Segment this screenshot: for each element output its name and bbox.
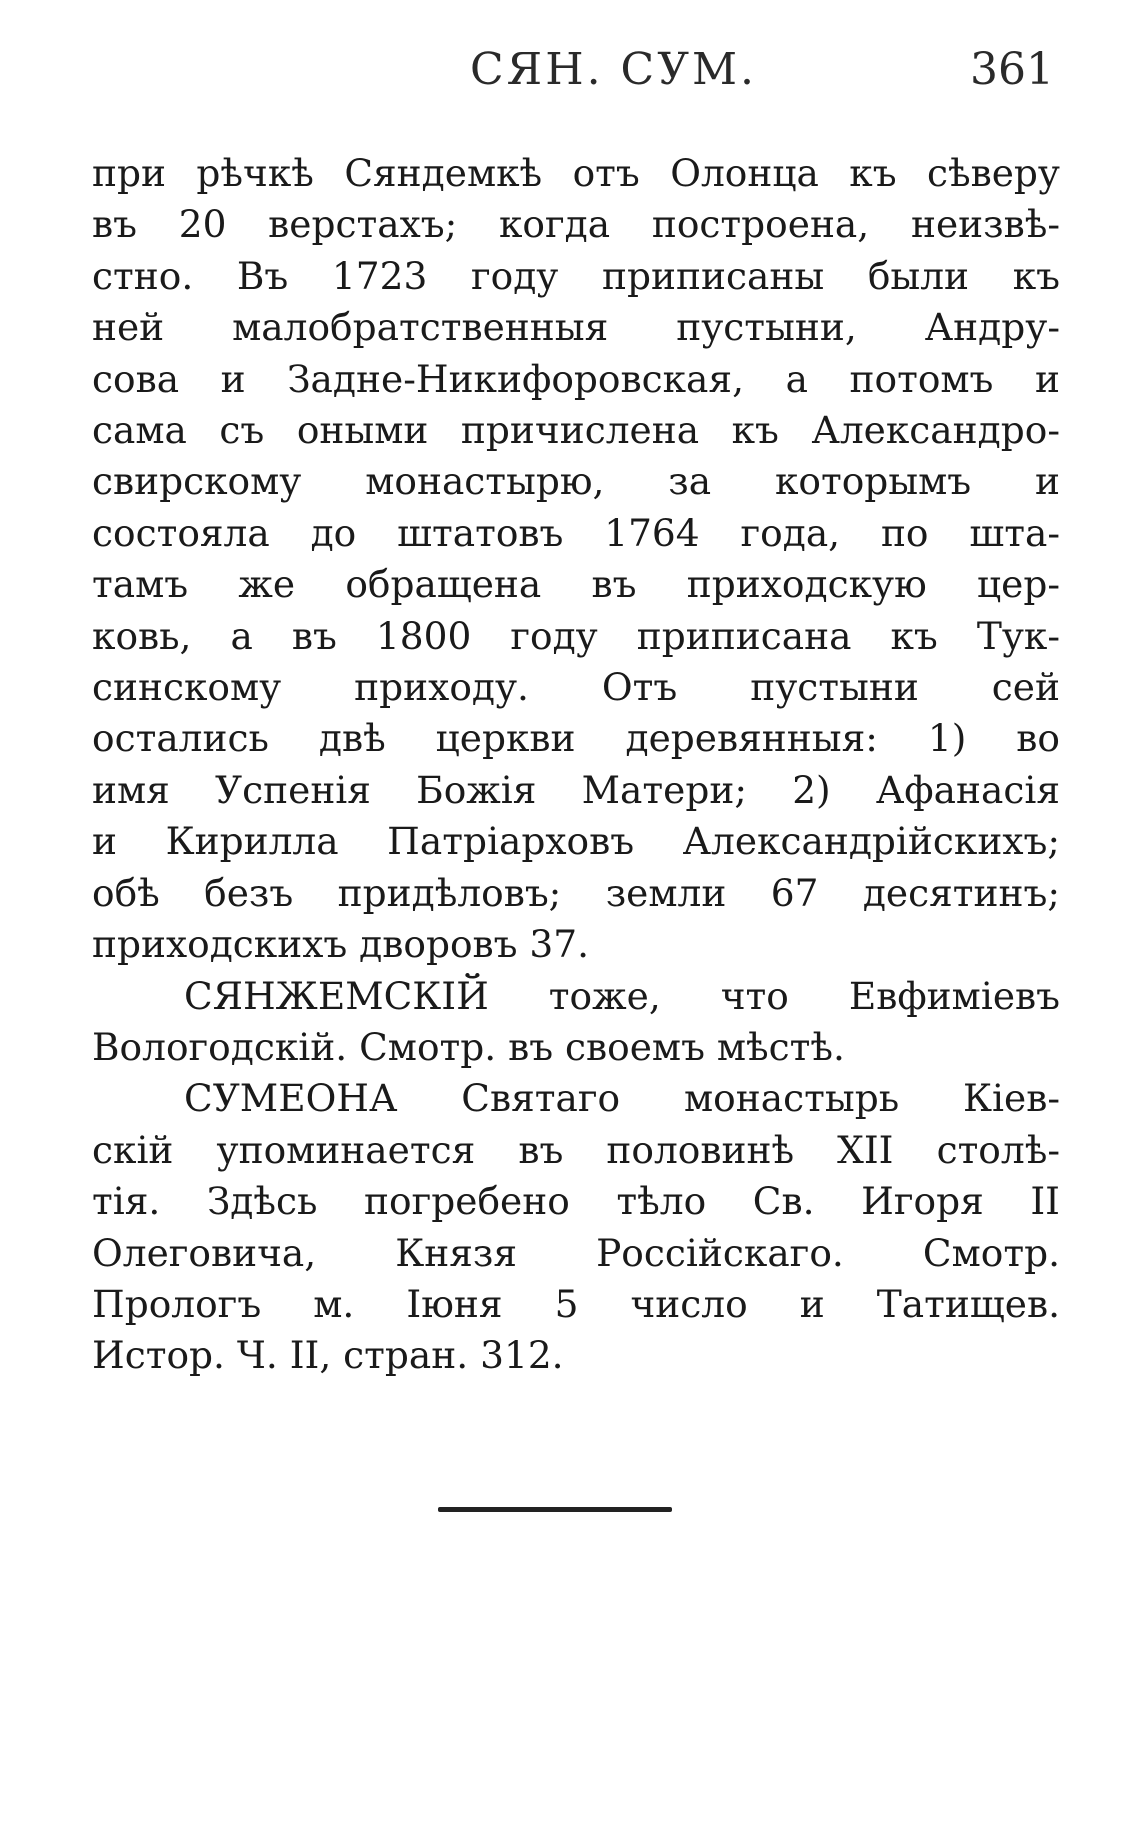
running-head: СЯН. СУМ. <box>470 44 758 95</box>
text-line: сама съ оными причислена къ Александро- <box>92 408 1060 453</box>
body-text <box>92 148 1060 1382</box>
page-number: 361 <box>970 44 1054 95</box>
text-line: при рѣчкѣ Сяндемкѣ отъ Олонца къ сѣверу <box>92 151 1060 195</box>
text-line: состояла до штатовъ 1764 года, по шта- <box>92 510 1060 555</box>
text-line: СУМЕОНА Святаго монастырь Кіев- <box>184 1076 1060 1121</box>
text-line: тамъ же обращена въ приходскую цер- <box>92 562 1060 607</box>
text-line: имя Успенія Божія Матери; 2) Афанасія <box>92 767 1060 812</box>
text-line: скій упоминается въ половинѣ XII столѣ- <box>92 1127 1060 1172</box>
text-line: обѣ безъ придѣловъ; земли 67 десятинъ; <box>92 870 1060 915</box>
text-line: въ 20 верстахъ; когда построена, неизвѣ- <box>92 202 1060 247</box>
text-line: синскому приходу. Отъ пустыни сей <box>92 665 1060 710</box>
text-line: стно. Въ 1723 году приписаны были къ <box>92 253 1060 298</box>
text-line: приходскихъ дворовъ 37. <box>92 922 590 967</box>
text-line: Прологъ м. Іюня 5 число и Татищев. <box>92 1281 1060 1326</box>
text-line: ковь, а въ 1800 году приписана къ Тук- <box>92 613 1060 658</box>
section-end-rule <box>438 1507 672 1512</box>
text-line: тія. Здѣсь погребено тѣло Св. Игоря II <box>92 1179 1060 1224</box>
text-line: сова и Задне-Никифоровская, а потомъ и <box>92 356 1060 401</box>
text-line: и Кирилла Патріарховъ Александрійскихъ; <box>92 819 1060 864</box>
text-line: СЯНЖЕМСКІЙ тоже, что Евфиміевъ <box>184 973 1060 1018</box>
page-header <box>0 44 1140 114</box>
text-line: Олеговича, Князя Россійскаго. Смотр. <box>92 1230 1060 1275</box>
text-line: остались двѣ церкви деревянныя: 1) во <box>92 716 1060 761</box>
text-line: свирскому монастырю, за которымъ и <box>92 459 1060 504</box>
text-line: Вологодскій. Смотр. въ своемъ мѣстѣ. <box>92 1024 845 1069</box>
text-line: ней малобратственныя пустыни, Андру- <box>92 305 1060 350</box>
text-line: Истор. Ч. II, стран. 312. <box>92 1333 564 1378</box>
